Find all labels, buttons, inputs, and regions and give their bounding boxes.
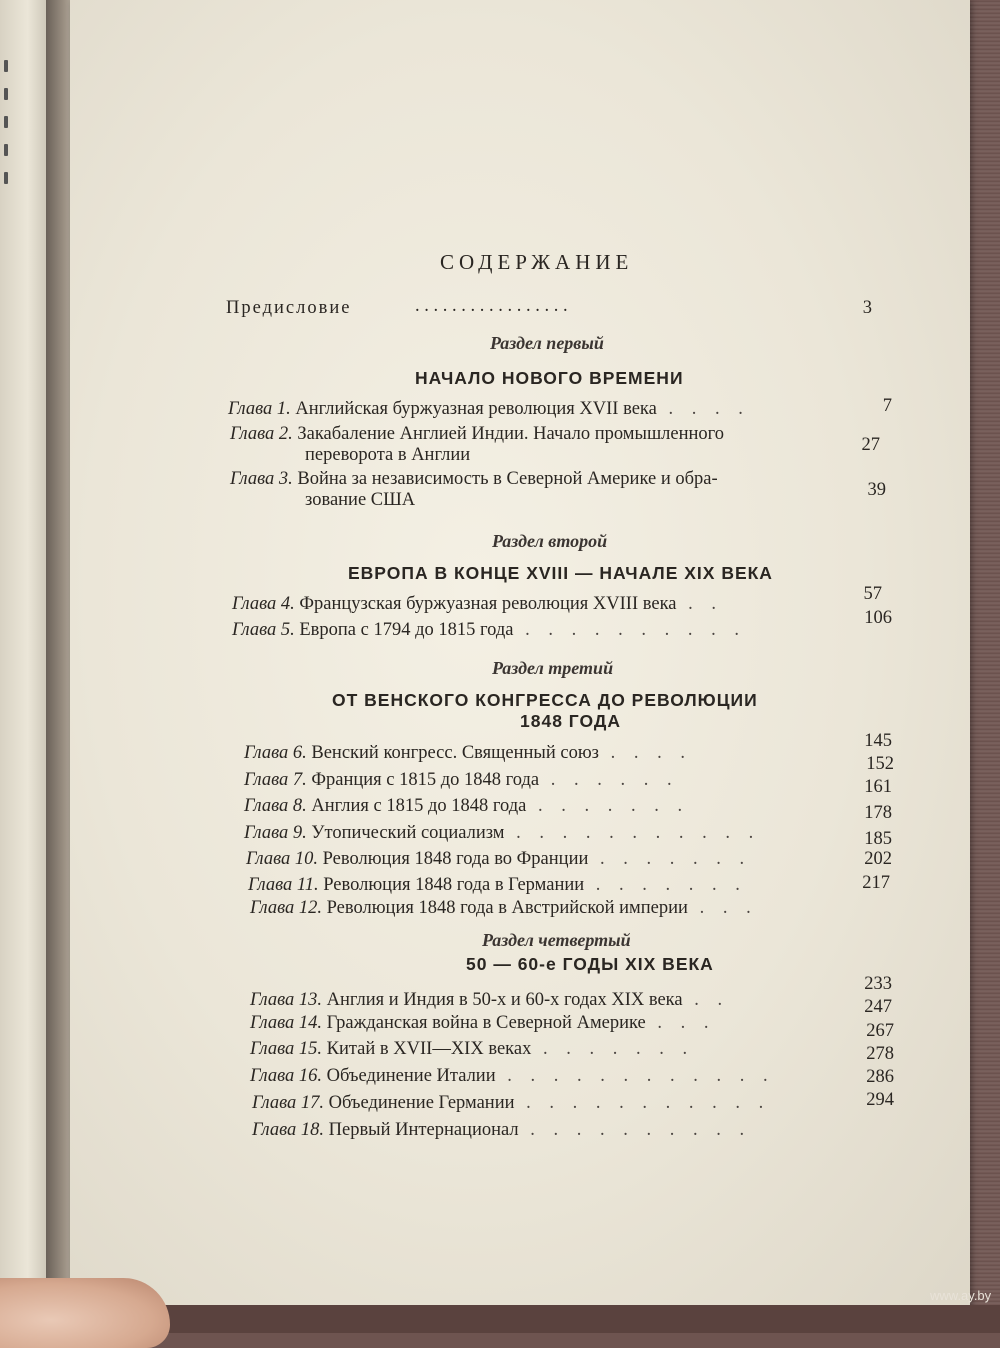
chapter-entry: Глава 15. Китай в XVII—XIX веках . . . . . . .	[250, 1039, 695, 1059]
preface-page: 3	[862, 298, 872, 318]
left-page-marks	[2, 60, 10, 260]
watermark: www.ay.by	[930, 1288, 992, 1303]
chapter-page: 27	[861, 435, 880, 455]
chapter-entry: Глава 12. Революция 1848 года в Австрийской империи . . .	[250, 898, 758, 918]
chapter-entry: Глава 11. Революция 1848 года в Германии . . . . . . .	[248, 875, 747, 895]
chapter-entry: Глава 9. Утопический социализм . . . . . . . . . . .	[244, 823, 761, 843]
section-title: ОТ ВЕНСКОГО КОНГРЕССА ДО РЕВОЛЮЦИИ	[332, 690, 758, 710]
section-title: НАЧАЛО НОВОГО ВРЕМЕНИ	[415, 368, 684, 388]
chapter-page: 185	[864, 829, 892, 849]
chapter-entry: Глава 7. Франция с 1815 до 1848 года . . . . . .	[244, 770, 679, 790]
chapter-page: 247	[864, 997, 892, 1017]
chapter-page: 286	[866, 1067, 894, 1087]
chapter-page: 7	[882, 396, 892, 416]
chapter-entry: Глава 10. Революция 1848 года во Франции . . . . . . .	[246, 849, 752, 869]
chapter-page: 267	[866, 1021, 894, 1041]
chapter-page: 202	[864, 849, 892, 869]
chapter-page: 161	[864, 777, 892, 797]
section-label: Раздел первый	[490, 333, 604, 353]
section-title-continued: 1848 ГОДА	[520, 711, 621, 731]
chapter-entry: Глава 2. Закабаление Англией Индии. Начало промышленного	[230, 424, 725, 444]
section-title: ЕВРОПА В КОНЦЕ XVIII — НАЧАЛЕ XIX ВЕКА	[348, 563, 773, 583]
left-page-edge	[0, 0, 46, 1333]
section-label: Раздел второй	[492, 531, 608, 551]
chapter-page: 233	[864, 974, 892, 994]
chapter-page: 106	[864, 608, 892, 628]
section-label: Раздел четвертый	[482, 930, 631, 950]
chapter-entry: Глава 17. Объединение Германии . . . . . . . . . . .	[252, 1093, 771, 1113]
chapter-entry: Глава 18. Первый Интернационал . . . . . . . . . .	[252, 1120, 752, 1140]
chapter-entry: Глава 14. Гражданская война в Северной Америке . . .	[250, 1013, 716, 1033]
chapter-entry: Глава 6. Венский конгресс. Священный союз . . . .	[244, 743, 692, 763]
toc-title: СОДЕРЖАНИЕ	[440, 250, 634, 274]
dot-leader: . . . . . . . . . . . . . . . . .	[415, 296, 568, 316]
chapter-page: 152	[866, 754, 894, 774]
chapter-entry: Глава 16. Объединение Италии . . . . . . . . . . . .	[250, 1066, 775, 1086]
chapter-page: 217	[862, 873, 890, 893]
chapter-entry-continued: зование США	[305, 490, 416, 510]
chapter-page: 294	[866, 1090, 894, 1110]
preface-label: Предисловие	[226, 298, 352, 318]
chapter-page: 278	[866, 1044, 894, 1064]
chapter-page: 57	[863, 584, 882, 604]
toc-page	[70, 0, 970, 1310]
chapter-entry: Глава 1. Английская буржуазная революция XVII века . . . .	[228, 399, 750, 419]
holding-thumb	[0, 1278, 170, 1348]
chapter-entry: Глава 13. Англия и Индия в 50-х и 60-х годах XIX века . .	[250, 990, 730, 1010]
chapter-entry: Глава 8. Англия с 1815 до 1848 года . . . . . . .	[244, 796, 690, 816]
section-label: Раздел третий	[492, 658, 614, 678]
chapter-entry: Глава 3. Война за независимость в Северной Америке и обра-	[230, 469, 718, 489]
chapter-page: 145	[864, 731, 892, 751]
chapter-entry-continued: переворота в Англии	[305, 445, 471, 465]
chapter-entry: Глава 5. Европа с 1794 до 1815 года . . . . . . . . . .	[232, 620, 746, 640]
chapter-page: 39	[867, 480, 886, 500]
chapter-entry: Глава 4. Французская буржуазная революция XVIII века . .	[232, 594, 723, 614]
chapter-page: 178	[864, 803, 892, 823]
section-title: 50 — 60-е ГОДЫ XIX ВЕКА	[466, 954, 714, 974]
